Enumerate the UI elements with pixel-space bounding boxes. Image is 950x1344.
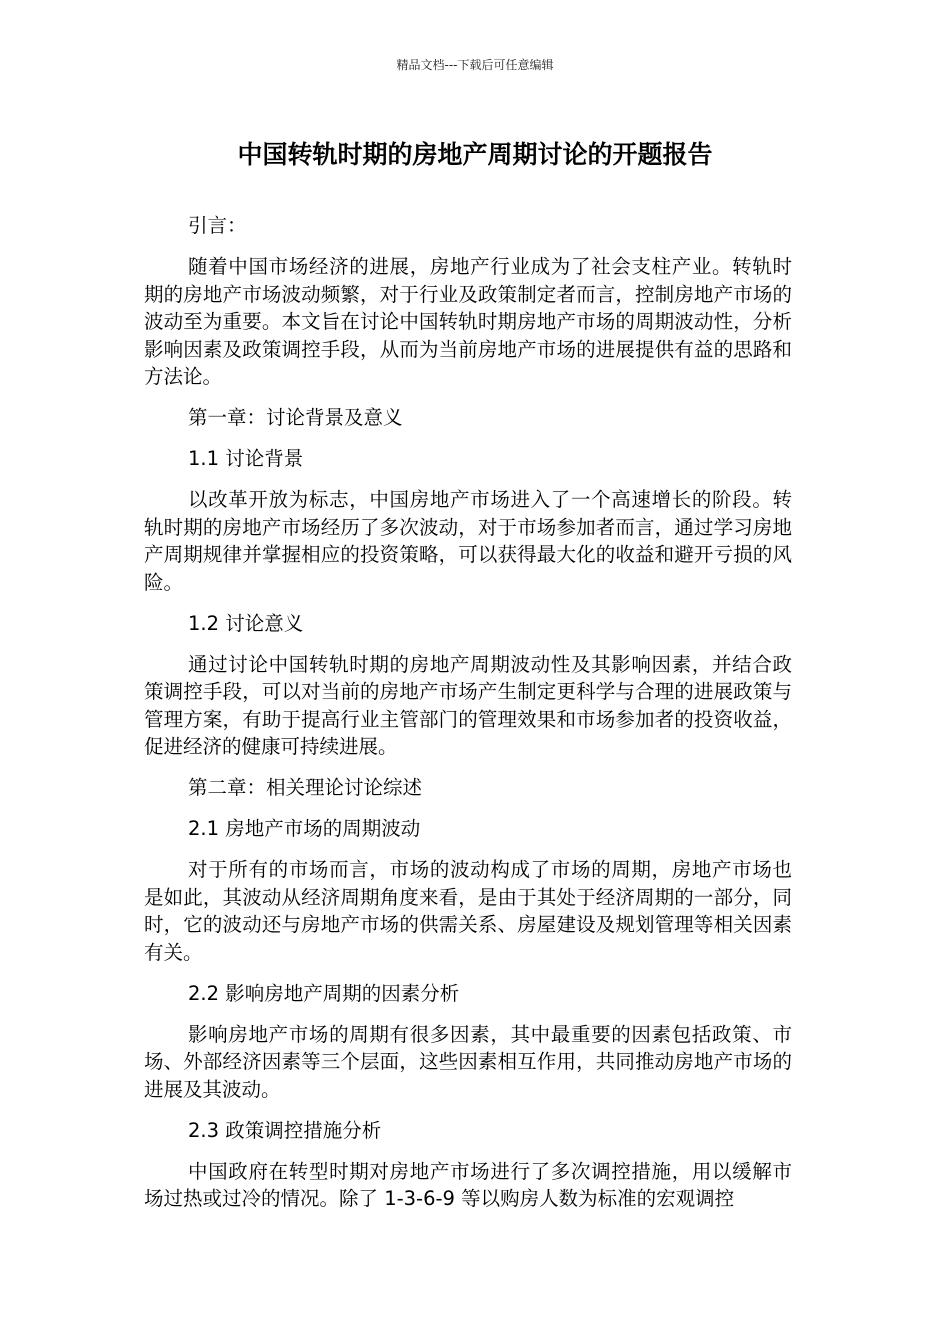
page-header: 精品文档---下载后可任意编辑: [396, 58, 554, 72]
document-body: [144, 212, 792, 1226]
section-1-1-text: 以改革开放为标志，中国房地产市场进入了一个高速增长的阶段。转轨时期的房地产市场经历了多次波动，对于市场参加者而言，通过学习房地产周期规律并掌握相应的投资策略，可以获得最大化的收益和避开亏损的风险。: [144, 488, 792, 594]
section-1-2-heading: 1.2 讨论意义: [188, 611, 304, 635]
section-2-3-text: 中国政府在转型时期对房地产市场进行了多次调控措施，用以缓解市场过热或过冷的情况。除了 1-3-6-9 等以购房人数为标准的宏观调控: [144, 1159, 792, 1210]
paragraph-intro-heading: 引言：: [188, 214, 247, 237]
chapter-2-heading: 第二章：相关理论讨论综述: [188, 776, 423, 799]
section-1-2-text: 通过讨论中国转轨时期的房地产周期波动性及其影响因素，并结合政策调控手段，可以对当前的房地产市场产生制定更科学与合理的进展政策与管理方案，有助于提高行业主管部门的管理效果和市场参加者的投资收益，促进经济的健康可持续进展。: [144, 652, 792, 758]
section-2-1-heading: 2.1 房地产市场的周期波动: [188, 817, 421, 840]
section-2-3-heading: 2.3 政策调控措施分析: [188, 1118, 382, 1142]
section-2-1-text: 对于所有的市场而言，市场的波动构成了市场的周期，房地产市场也是如此，其波动从经济周期角度来看，是由于其处于经济周期的一部分，同时，它的波动还与房地产市场的供需关系、房屋建设及规划管理等相关因素有关。: [144, 858, 792, 964]
chapter-1-heading: 第一章：讨论背景及意义: [188, 406, 403, 429]
document-title: 中国转轨时期的房地产周期讨论的开题报告: [237, 140, 713, 169]
section-2-2-heading: 2.2 影响房地产周期的因素分析: [188, 981, 460, 1005]
section-1-1-heading: 1.1 讨论背景: [188, 447, 304, 470]
section-2-2-text: 影响房地产市场的周期有很多因素，其中最重要的因素包括政策、市场、外部经济因素等三个层面，这些因素相互作用，共同推动房地产市场的进展及其波动。: [144, 1022, 792, 1101]
paragraph-intro: 随着中国市场经济的进展，房地产行业成为了社会支柱产业。转轨时期的房地产市场波动频繁，对于行业及政策制定者而言，控制房地产市场的波动至为重要。本文旨在讨论中国转轨时期房地产市场的周期波动性，分析影响因素及政策调控手段，从而为当前房地产市场的进展提供有益的思路和方法论。: [144, 255, 792, 388]
